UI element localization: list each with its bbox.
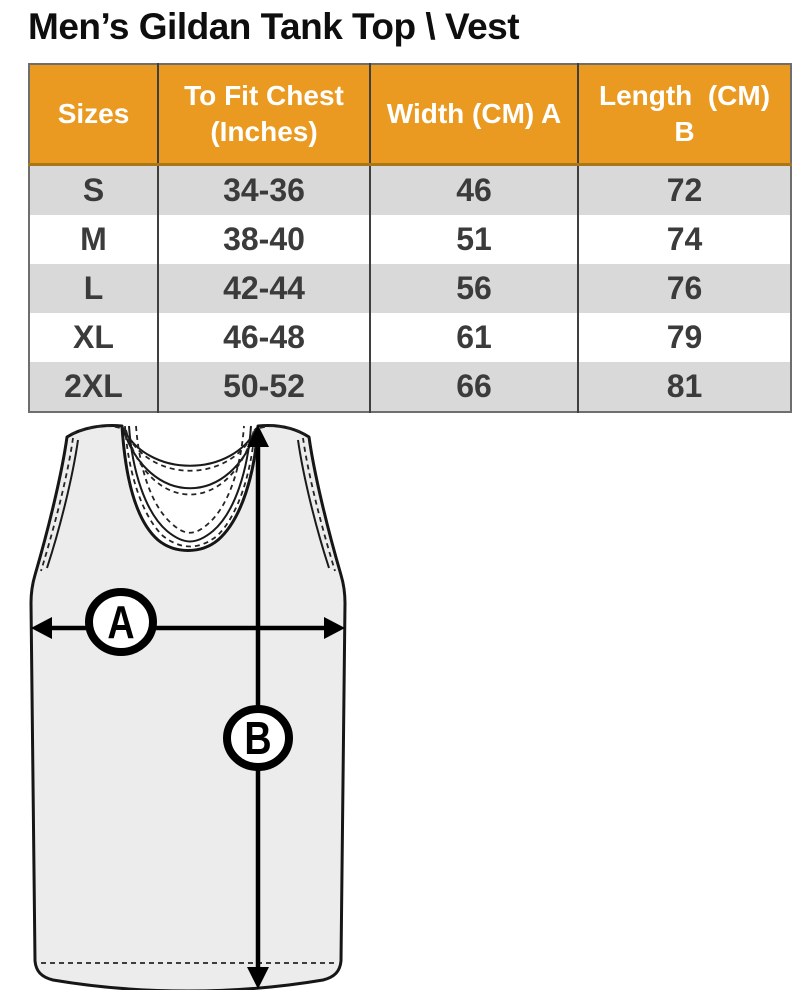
chest-cell: 42-44 [158, 264, 370, 313]
size-cell: M [80, 221, 107, 257]
tank-top-drawing [28, 415, 348, 990]
length-cell: 72 [578, 165, 791, 216]
back-neck-lower-stitch-line [126, 430, 254, 495]
length-cell: 76 [578, 264, 791, 313]
table-row [29, 362, 791, 412]
header-cell-chest [158, 64, 370, 165]
tank-top-measurement-diagram [28, 415, 348, 990]
length-cell: 81 [578, 362, 791, 412]
header-label: B [674, 116, 695, 147]
length-cell: 74 [578, 215, 791, 264]
table-row [29, 215, 791, 264]
width-marker-badge [89, 592, 153, 652]
size-cell: S [82, 172, 105, 208]
length-marker-letter: B [244, 712, 272, 764]
chest-cell: 46-48 [158, 313, 370, 362]
back-neck-stitch-line [124, 428, 256, 471]
size-cell: 2XL [64, 368, 123, 404]
header-label: To Fit Chest [184, 79, 344, 111]
header-label: Width (CM) A [386, 97, 562, 129]
width-cell: 61 [370, 313, 578, 362]
width-cell: 51 [370, 215, 578, 264]
width-cell: 66 [370, 362, 578, 412]
back-neck-band-edge [122, 426, 258, 466]
length-cell: 79 [578, 313, 791, 362]
size-chart-table [28, 63, 792, 413]
table-row [29, 313, 791, 362]
width-cell: 46 [370, 165, 578, 216]
back-neck-band-lower-edge [122, 426, 258, 488]
page-title: Men’s Gildan Tank Top \ Vest [28, 6, 520, 47]
header-label: Sizes [57, 97, 130, 129]
size-cell: XL [73, 319, 114, 355]
chest-cell: 34-36 [158, 165, 370, 216]
chest-cell: 38-40 [158, 215, 370, 264]
header-label: (Inches) [210, 116, 318, 147]
chest-cell: 50-52 [158, 362, 370, 412]
size-cell: L [83, 270, 104, 306]
tank-top-silhouette [31, 425, 345, 990]
header-cell-width [370, 64, 578, 165]
length-marker-badge [227, 709, 289, 767]
header-label: Length (CM) [598, 79, 771, 111]
table-row [29, 165, 791, 216]
header-cell-sizes [29, 64, 158, 165]
width-marker-letter: A [107, 596, 135, 648]
front-neck-inner-stitch-line [136, 426, 244, 533]
header-row [29, 64, 791, 165]
table-row [29, 264, 791, 313]
width-cell: 56 [370, 264, 578, 313]
header-cell-length [578, 64, 791, 165]
